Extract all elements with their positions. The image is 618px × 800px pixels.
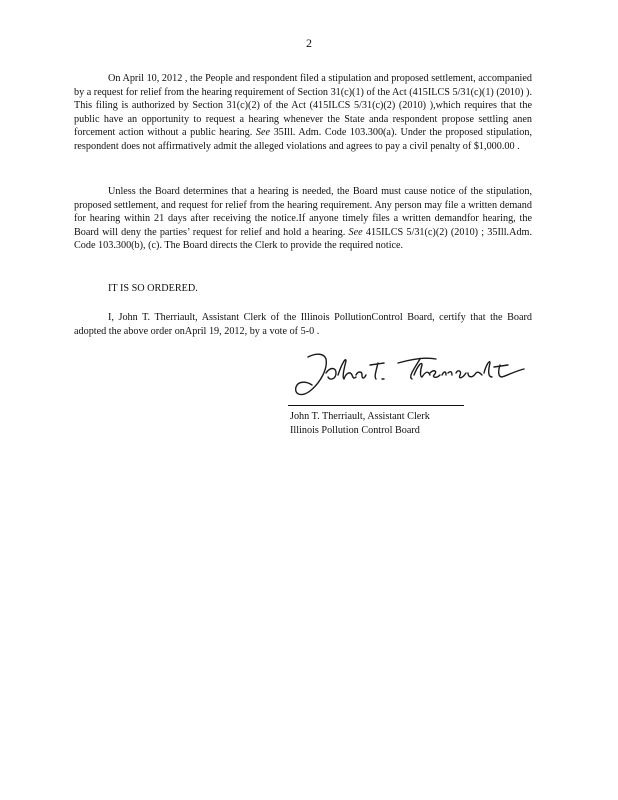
- paragraph-notice-text: Unless the Board determines that a hearing is needed, the Board must cause notice of the stipulation, proposed settlement, and request for relief from the hearing requirement. Any person may file a written demand for hearing within 21 days after receiving the notice.If anyone timely files a written demandfor hearing, the Board will deny the parties’ request for relief and hold a hearing.: [74, 186, 532, 238]
- signature-block: [290, 410, 430, 437]
- paragraph-notice: [74, 185, 532, 253]
- signatory-name-title: John T. Therriault, Assistant Clerk: [290, 411, 430, 422]
- see-citation-signal: See: [255, 127, 270, 139]
- paragraph-stipulation-text-cont: 35Ill. Adm. Code 103.300(a). Under the proposed stipulation, respondent does not affirmatively admit the alleged violations and agrees to pay a civil penalty of $1,000.00 .: [74, 127, 532, 152]
- paragraph-stipulation-text: On April 10, 2012 , the People and respondent filed a stipulation and proposed settlement, accompanied by a request for relief from the hearing requirement of Section 31(c)(1) of the Act (415ILCS 5/31(c)(1) (2010) ). This filing is authorized by Section 31(c)(2) of the Act (415ILCS 5/31(c)(2) (2010) ),which requires that the public have an opportunity to request a hearing whenever the State anda respondent propose settling anen forcement action without a public hearing.: [74, 73, 532, 139]
- signatory-organization: Illinois Pollution Control Board: [290, 424, 420, 436]
- signature-line: [288, 405, 464, 406]
- paragraph-order: [74, 282, 532, 296]
- page-number: 2: [306, 36, 312, 50]
- paragraph-notice-text-cont: 415ILCS 5/31(c)(2) (2010) ; 35Ill.Adm. Code 103.300(b), (c). The Board directs the Clerk to provide the required notice.: [74, 226, 533, 252]
- handwritten-signature: [286, 343, 534, 403]
- paragraph-certification: [74, 311, 532, 338]
- certification-text: I, John T. Therriault, Assistant Clerk of the Illinois PollutionControl Board, certify that the Board adopted the above order onApril 19, 2012, by a vote of 5-0 .: [74, 312, 532, 337]
- order-statement: IT IS SO ORDERED.: [108, 283, 198, 294]
- paragraph-stipulation: [74, 72, 532, 154]
- see-citation-signal: See: [348, 226, 363, 238]
